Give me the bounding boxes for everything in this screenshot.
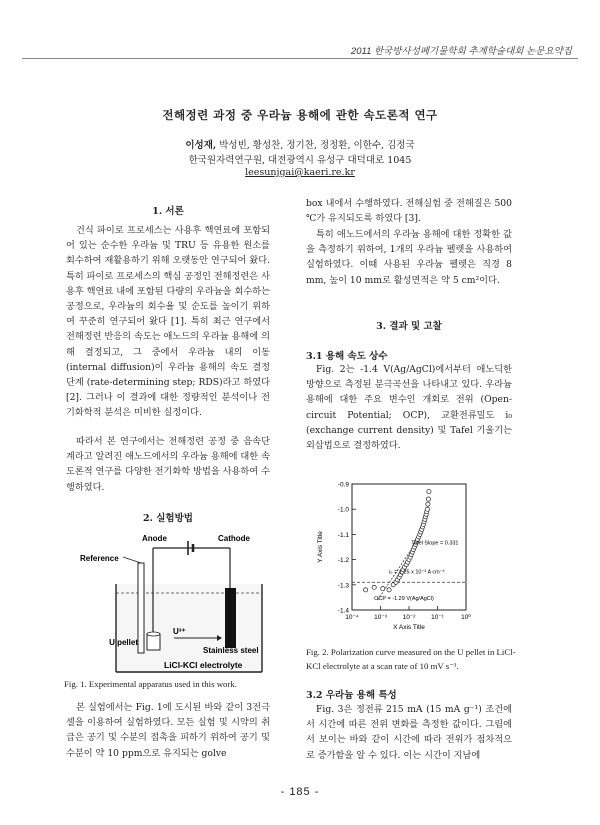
co-authors: 박성빈, 황성찬, 정기찬, 정정환, 이한수, 김정국 xyxy=(216,140,415,151)
affiliation: 한국원자력연구원, 대전광역시 유성구 대덕대로 1045 xyxy=(188,155,412,166)
anode-paragraph: 특히 애노드에서의 우라늄 용해에 대한 정확한 값을 측정하기 위하여, 1개의 우라늄 펠렛을 사용하여 실험하였다. 이때 사용된 우라늄 펠렛은 직경 8 mm, 높이 10 mm로 활성면적은 약 5 cm²이다. xyxy=(306,229,512,286)
y-tick-label: -1.1 xyxy=(337,531,349,539)
section-method-title: 2. 실험방법 xyxy=(143,513,193,524)
x-tick-label: 10⁻⁴ xyxy=(345,614,359,621)
method-paragraph: 본 실험에서는 Fig. 1에 도시된 바와 같이 3전극 셀을 이용하여 실험하였다. 모든 실험 및 시약의 취급은 공기 및 수분의 접촉을 피하기 위하여 공기 및 수분이 약 10 ppm으로 유지되는 golve xyxy=(66,702,270,759)
tafel-slope-annotation: Tafel Slope = 0.331 xyxy=(411,540,459,547)
y-tick-label: -1.3 xyxy=(337,582,349,590)
method-paragraph-cont: box 내에서 수행하였다. 전해실험 중 전해질은 500 ℃가 유지되도록 하였다 [3]. xyxy=(306,198,512,225)
x-axis-title: X Axis Title xyxy=(393,624,425,631)
section-results-title: 3. 결과 및 고찰 xyxy=(376,321,442,332)
data-point xyxy=(387,588,391,592)
intro-paragraph-1: 건식 파이로 프로세스는 사용후 핵연료에 포함되어 있는 순수한 우라늄 및 TRU 등 유용한 원소를 회수하여 재활용하기 위해 오랫동안 연구되어 왔다. 특히 파이로 프로세스의 핵심 공정인 전해정련은 사용후 핵연료 내에 포함된 다량의 우라늄을 회수하는 공정으로, 우라늄의 회수율 및 순도를 높이기 위하여 꾸준히 연구되어 왔다 [1]. 특히 최근 연구에서 전해정련 반응의 속도는 애노드의 우라늄 용해에 의해 결정되고, 그 중에서 우라늄 내의 이동 (internal diffusion)이 우라늄 용해의 속도 결정 단계 (rate-determining step; RDS)라고 하였다 [2]. 그러나 이 결과에 대한 정량적인 분석이나 전기화학적 분석은 미비한 실정이다. xyxy=(66,225,270,419)
stainless-steel-cathode xyxy=(225,588,236,648)
figure-1-apparatus xyxy=(78,530,266,675)
exchange-current-annotation: i₀ = 1.25 x 10⁻³ A cm⁻² xyxy=(389,569,445,576)
u-pellet-basket xyxy=(147,634,160,650)
subsection-3-2-title: 3.2 우라늄 용해 특성 xyxy=(306,690,397,701)
author-email: leesunjgai@kaeri.re.kr xyxy=(245,167,355,178)
x-tick-label: 10⁻¹ xyxy=(431,614,444,621)
header-rule xyxy=(22,58,578,59)
figure-2-caption: Fig. 2. Polarization curve measured on the U pellet in LiCl-KCl electrolyte at a scan rate of 10 mV s⁻¹. xyxy=(306,647,516,671)
data-point xyxy=(427,489,431,493)
fig1-u3-label: U³⁺ xyxy=(173,627,186,636)
subsection-3-1-title: 3.1 용해 속도 상수 xyxy=(306,351,388,362)
reference-pointer xyxy=(123,557,141,563)
data-point xyxy=(372,585,376,589)
intro-paragraph-2: 따라서 본 연구에서는 전해정련 공정 중 음속단계라고 알려진 애노드에서의 우라늄 용해에 대한 속도론적 연구를 다양한 전기화학 방법을 사용하여 수행하였다. xyxy=(66,436,270,493)
chart-frame xyxy=(352,484,466,610)
figure-2-polarization-chart xyxy=(306,476,506,636)
data-point xyxy=(381,586,385,590)
x-tick-label: 10⁰ xyxy=(461,614,471,621)
section-intro-title: 1. 서론 xyxy=(152,206,184,217)
fig1-reference-label: Reference xyxy=(80,554,119,563)
data-point xyxy=(426,497,430,501)
fig1-u-pellet-label: U pellet xyxy=(109,638,138,647)
chart-plot-area xyxy=(317,482,471,632)
x-tick-label: 10⁻² xyxy=(402,614,416,621)
running-header: 2011 한국방사성폐기물학회 추계학술대회 논문요약집 xyxy=(350,46,572,57)
basket-rim xyxy=(147,632,160,636)
y-axis-title: Y Axis Title xyxy=(317,531,324,563)
lead-author: 이성재, xyxy=(185,140,217,151)
data-point xyxy=(425,507,429,511)
results-paragraph-2: Fig. 3은 정전류 215 mA (15 mA g⁻¹) 조건에서 시간에 따른 전위 변화를 측정한 값이다. 그림에서 보이는 바와 같이 시간에 따라 전위가 점차적으로 증가함을 알 수 있다. 이는 시간이 지남에 xyxy=(306,704,512,761)
y-tick-label: -1.0 xyxy=(337,506,349,514)
y-tick-label: -1.2 xyxy=(337,557,349,565)
ocp-annotation: OCP = -1.29 V(Ag/AgCl) xyxy=(374,595,434,602)
y-tick-label: -1.4 xyxy=(337,607,349,615)
reference-electrode xyxy=(138,563,144,653)
fig1-anode-label: Anode xyxy=(142,534,167,543)
figure-1-caption: Fig. 1. Experimental apparatus used in this work. xyxy=(64,679,237,689)
x-tick-label: 10⁻³ xyxy=(374,614,387,621)
fig1-cathode-label: Cathode xyxy=(218,534,250,543)
fig1-steel-label: Stainless steel xyxy=(203,646,259,655)
paper-title: 전해정련 과정 중 우라늄 용해에 관한 속도론적 연구 xyxy=(162,108,438,122)
fig1-electrolyte-label: LiCl-KCl electrolyte xyxy=(164,660,243,670)
page-number: - 185 - xyxy=(280,786,320,798)
data-point xyxy=(363,588,367,592)
results-paragraph-1: Fig. 2는 -1.4 V(Ag/AgCl)에서부터 애노딕한 방향으로 측정된 분극곡선을 나타내고 있다. 우라늄 용해에 대한 주요 변수인 개회로 전위 (Open-circuit Potential; OCP), 교환전류밀도 i₀ (exchange current density) 및 Tafel 기울기는 외삽법으로 결정하였다. xyxy=(306,364,512,452)
y-tick-label: -0.9 xyxy=(337,481,349,489)
author-list xyxy=(0,137,600,151)
data-point xyxy=(426,502,430,506)
